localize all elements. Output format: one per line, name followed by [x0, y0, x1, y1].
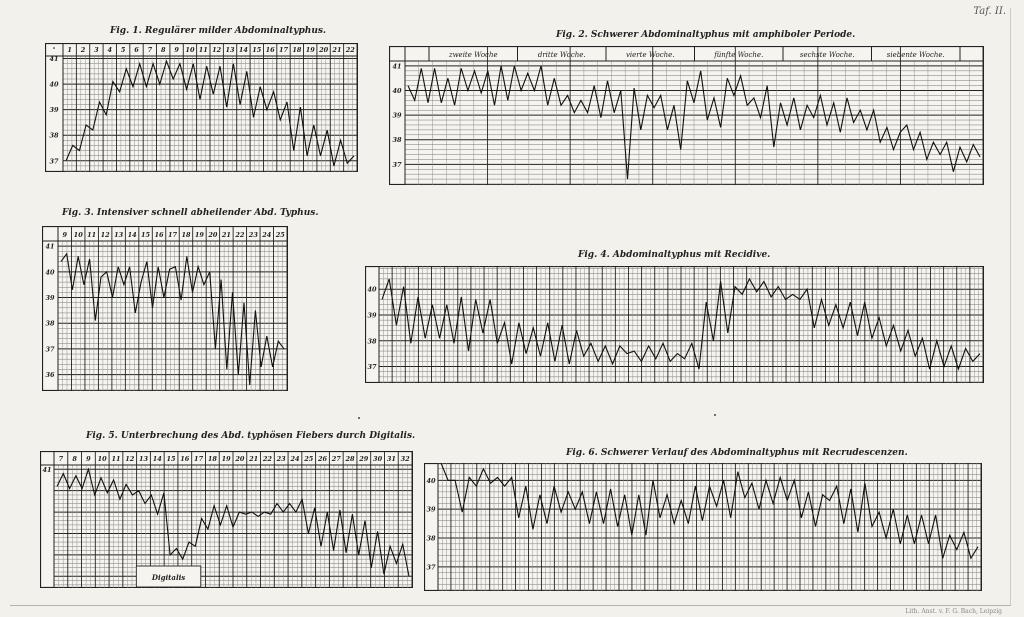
svg-text:10: 10: [97, 455, 107, 463]
svg-text:16: 16: [265, 46, 275, 54]
svg-text:38: 38: [367, 337, 377, 346]
svg-text:17: 17: [278, 46, 289, 54]
svg-text:9: 9: [174, 46, 179, 54]
svg-text:12: 12: [212, 46, 222, 54]
svg-text:41: 41: [49, 55, 59, 64]
svg-text:10: 10: [185, 46, 195, 54]
svg-text:38: 38: [49, 131, 59, 140]
svg-text:15: 15: [141, 231, 151, 239]
svg-text:32: 32: [400, 455, 410, 463]
svg-text:14: 14: [127, 231, 137, 239]
svg-text:39: 39: [45, 294, 55, 303]
svg-text:40: 40: [45, 268, 55, 277]
svg-text:23: 23: [248, 231, 258, 239]
fig2-title: Fig. 2. Schwerer Abdominaltyphus mit amphiboler Periode.: [556, 30, 856, 40]
svg-text:23: 23: [276, 455, 286, 463]
fig1-title: Fig. 1. Regulärer milder Abdominaltyphus.: [110, 26, 327, 36]
svg-text:37: 37: [392, 160, 402, 169]
svg-text:11: 11: [198, 46, 208, 54]
svg-text:39: 39: [49, 106, 59, 115]
svg-text:7: 7: [147, 46, 153, 54]
svg-text:12: 12: [125, 455, 135, 463]
svg-text:29: 29: [359, 455, 369, 463]
svg-text:1: 1: [67, 46, 72, 54]
svg-text:8: 8: [72, 455, 77, 463]
svg-text:26: 26: [317, 455, 328, 463]
svg-text:17: 17: [167, 231, 178, 239]
svg-text:14: 14: [238, 46, 248, 54]
svg-text:41: 41: [45, 242, 55, 251]
svg-text:39: 39: [426, 505, 436, 514]
fig3-chart: [42, 226, 288, 391]
svg-text:14: 14: [152, 455, 162, 463]
svg-text:30: 30: [373, 455, 383, 463]
svg-text:dritte Woche.: dritte Woche.: [537, 51, 586, 59]
svg-text:21: 21: [332, 46, 342, 54]
svg-text:4: 4: [107, 46, 113, 54]
svg-text:°: °: [52, 47, 56, 54]
svg-text:37: 37: [45, 345, 55, 354]
svg-text:36: 36: [45, 371, 55, 380]
svg-text:15: 15: [166, 455, 176, 463]
fig6-chart: [424, 463, 982, 591]
svg-text:20: 20: [208, 231, 218, 239]
svg-text:37: 37: [49, 157, 59, 166]
svg-text:12: 12: [100, 231, 110, 239]
svg-text:sechste Woche.: sechste Woche.: [799, 51, 855, 59]
svg-text:31: 31: [386, 455, 396, 463]
svg-text:9: 9: [62, 231, 68, 239]
svg-text:21: 21: [249, 455, 259, 463]
svg-text:17: 17: [194, 455, 204, 463]
svg-text:28: 28: [345, 455, 355, 463]
fig5-plot: [40, 451, 413, 588]
fig1-plot: [45, 43, 358, 172]
svg-text:16: 16: [154, 231, 164, 239]
svg-text:22: 22: [235, 231, 245, 239]
plate-label: Taf. II.: [973, 6, 1006, 17]
svg-text:6: 6: [134, 46, 139, 54]
fig3-plot: [42, 226, 288, 391]
svg-text:22: 22: [262, 455, 272, 463]
svg-text:21: 21: [221, 231, 231, 239]
svg-text:41: 41: [392, 62, 402, 71]
lithograph-imprint: Lith. Anst. v. F. G. Bach, Leipzig: [905, 608, 1002, 615]
svg-text:37: 37: [426, 563, 436, 572]
svg-text:zweite Woche: zweite Woche: [448, 51, 498, 59]
svg-text:20: 20: [319, 46, 329, 54]
svg-text:25: 25: [304, 455, 314, 463]
svg-text:19: 19: [221, 455, 231, 463]
svg-text:39: 39: [392, 111, 402, 120]
fig6-title: Fig. 6. Schwerer Verlauf des Abdominaltyphus mit Recrudescenzen.: [566, 448, 908, 458]
svg-text:13: 13: [225, 46, 235, 54]
svg-text:vierte Woche.: vierte Woche.: [625, 51, 675, 59]
svg-text:13: 13: [114, 231, 124, 239]
svg-text:11: 11: [111, 455, 121, 463]
fig4-title: Fig. 4. Abdominaltyphus mit Recidive.: [578, 250, 771, 260]
svg-text:13: 13: [138, 455, 149, 463]
fig4-chart: [365, 266, 984, 383]
svg-text:40: 40: [367, 285, 377, 294]
svg-text:18: 18: [207, 455, 217, 463]
svg-text:9: 9: [86, 455, 91, 463]
svg-text:25: 25: [275, 231, 285, 239]
svg-text:38: 38: [392, 136, 402, 145]
svg-text:22: 22: [345, 46, 355, 54]
svg-text:18: 18: [181, 231, 191, 239]
fig4-plot: [365, 266, 984, 383]
svg-text:38: 38: [45, 319, 55, 328]
svg-text:5: 5: [120, 46, 126, 54]
svg-text:19: 19: [194, 231, 204, 239]
ink-speck: [358, 417, 360, 419]
svg-text:2: 2: [80, 46, 86, 54]
svg-text:11: 11: [87, 231, 97, 239]
svg-text:8: 8: [160, 46, 166, 54]
svg-text:38: 38: [426, 534, 436, 543]
svg-text:siebente Woche.: siebente Woche.: [886, 51, 945, 59]
fig2-plot: [389, 46, 984, 185]
fig6-plot: [424, 463, 982, 591]
ink-speck: [714, 414, 716, 416]
svg-text:40: 40: [392, 87, 402, 96]
svg-text:39: 39: [367, 311, 377, 320]
svg-text:20: 20: [235, 455, 245, 463]
svg-text:3: 3: [94, 46, 99, 54]
svg-text:18: 18: [292, 46, 302, 54]
svg-text:7: 7: [58, 455, 64, 463]
svg-text:41: 41: [42, 465, 52, 474]
svg-text:15: 15: [252, 46, 262, 54]
svg-text:27: 27: [331, 455, 341, 463]
svg-text:19: 19: [305, 46, 315, 54]
svg-text:fünfte Woche.: fünfte Woche.: [714, 51, 764, 59]
svg-text:Digitalis: Digitalis: [151, 573, 186, 582]
svg-text:16: 16: [180, 455, 190, 463]
fig3-title: Fig. 3. Intensiver schnell abheilender Abd. Typhus.: [62, 208, 319, 218]
svg-text:24: 24: [262, 231, 272, 239]
svg-text:10: 10: [73, 231, 83, 239]
svg-text:40: 40: [426, 476, 436, 485]
fig1-chart: [45, 43, 358, 172]
svg-text:24: 24: [290, 455, 300, 463]
fig2-chart: [389, 46, 984, 185]
svg-text:37: 37: [367, 363, 377, 372]
fig5-title: Fig. 5. Unterbrechung des Abd. typhösen Fiebers durch Digitalis.: [86, 431, 416, 441]
svg-text:40: 40: [49, 80, 59, 89]
fig5-chart: [40, 451, 413, 588]
